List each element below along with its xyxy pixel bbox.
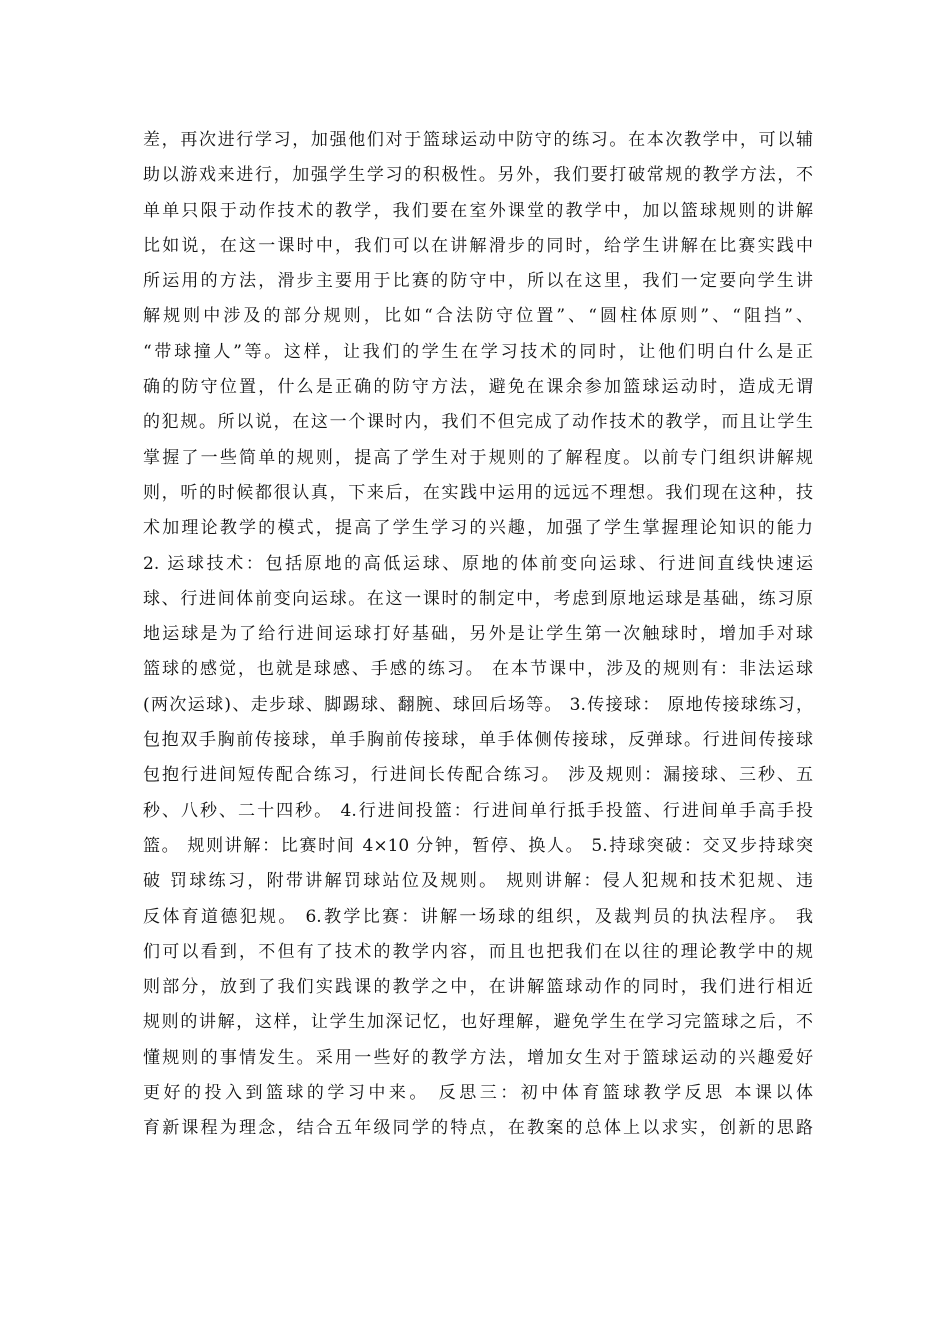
text-line: 篮。 规则讲解：比赛时间 4×10 分钟，暂停、换人。 5.持球突破：交叉步持球突: [143, 835, 813, 856]
text-line: 2. 运球技术：包括原地的高低运球、原地的体前变向运球、行进间直线快速运: [143, 553, 813, 574]
text-line: (两次运球)、走步球、脚踢球、翻腕、球回后场等。 3.传接球： 原地传接球练习，: [143, 694, 813, 715]
text-line: 反体育道德犯规。 6.教学比赛：讲解一场球的组织，及裁判员的执法程序。 我: [143, 906, 813, 927]
text-line: 包抱双手胸前传接球，单手胸前传接球，单手体侧传接球，反弹球。行进间传接球: [143, 730, 813, 751]
text-line: 比如说，在这一课时中，我们可以在讲解滑步的同时，给学生讲解在比赛实践中: [143, 235, 813, 256]
text-line: 掌握了一些简单的规则，提高了学生对于规则的了解程度。以前专门组织讲解规: [143, 447, 813, 468]
text-line: 们可以看到，不但有了技术的教学内容，而且也把我们在以往的理论教学中的规: [143, 941, 813, 962]
text-line: 秒、八秒、二十四秒。 4.行进间投篮：行进间单行抵手投篮、行进间单手高手投: [143, 800, 813, 821]
text-line: “带球撞人”等。这样，让我们的学生在学习技术的同时，让他们明白什么是正: [143, 341, 813, 362]
text-line: 懂规则的事情发生。采用一些好的教学方法，增加女生对于篮球运动的兴趣爱好: [143, 1047, 813, 1068]
text-line: 解规则中涉及的部分规则，比如“合法防守位置”、“圆柱体原则”、“阻挡”、: [143, 306, 813, 327]
text-line: 更好的投入到篮球的学习中来。 反思三：初中体育篮球教学反思 本课以体: [143, 1083, 813, 1104]
text-line: 包抱行进间短传配合练习，行进间长传配合练习。 涉及规则：漏接球、三秒、五: [143, 765, 813, 786]
text-line: 单单只限于动作技术的教学，我们要在室外课堂的教学中，加以篮球规则的讲解: [143, 200, 813, 221]
text-line: 地运球是为了给行进间运球打好基础，另外是让学生第一次触球时，增加手对球: [143, 624, 813, 645]
text-line: 则，听的时候都很认真，下来后，在实践中运用的远远不理想。我们现在这种，技: [143, 482, 813, 503]
text-line: 规则的讲解，这样，让学生加深记忆，也好理解，避免学生在学习完篮球之后，不: [143, 1012, 813, 1033]
text-line: 确的防守位置，什么是正确的防守方法，避免在课余参加篮球运动时，造成无谓: [143, 377, 813, 398]
text-line: 破 罚球练习，附带讲解罚球站位及规则。 规则讲解：侵人犯规和技术犯规、违: [143, 871, 813, 892]
text-line: 差，再次进行学习，加强他们对于篮球运动中防守的练习。在本次教学中，可以辅: [143, 130, 813, 150]
body-text: [143, 123, 813, 1147]
text-line: 所运用的方法，滑步主要用于比赛的防守中，所以在这里，我们一定要向学生讲: [143, 271, 813, 292]
text-line: 术加理论教学的模式，提高了学生学习的兴趣，加强了学生掌握理论知识的能力: [143, 518, 813, 539]
text-line: 的犯规。所以说，在这一个课时内，我们不但完成了动作技术的教学，而且让学生: [143, 412, 813, 433]
text-line: 育新课程为理念，结合五年级同学的特点，在教案的总体上以求实，创新的思路: [143, 1118, 813, 1139]
text-line: 球、行进间体前变向运球。在这一课时的制定中，考虑到原地运球是基础，练习原: [143, 588, 813, 609]
text-line: 则部分，放到了我们实践课的教学之中，在讲解篮球动作的同时，我们进行相近: [143, 977, 813, 998]
text-line: 篮球的感觉，也就是球感、手感的练习。 在本节课中，涉及的规则有：非法运球: [143, 659, 813, 680]
text-line: 助以游戏来进行，加强学生学习的积极性。另外，我们要打破常规的教学方法，不: [143, 165, 813, 186]
